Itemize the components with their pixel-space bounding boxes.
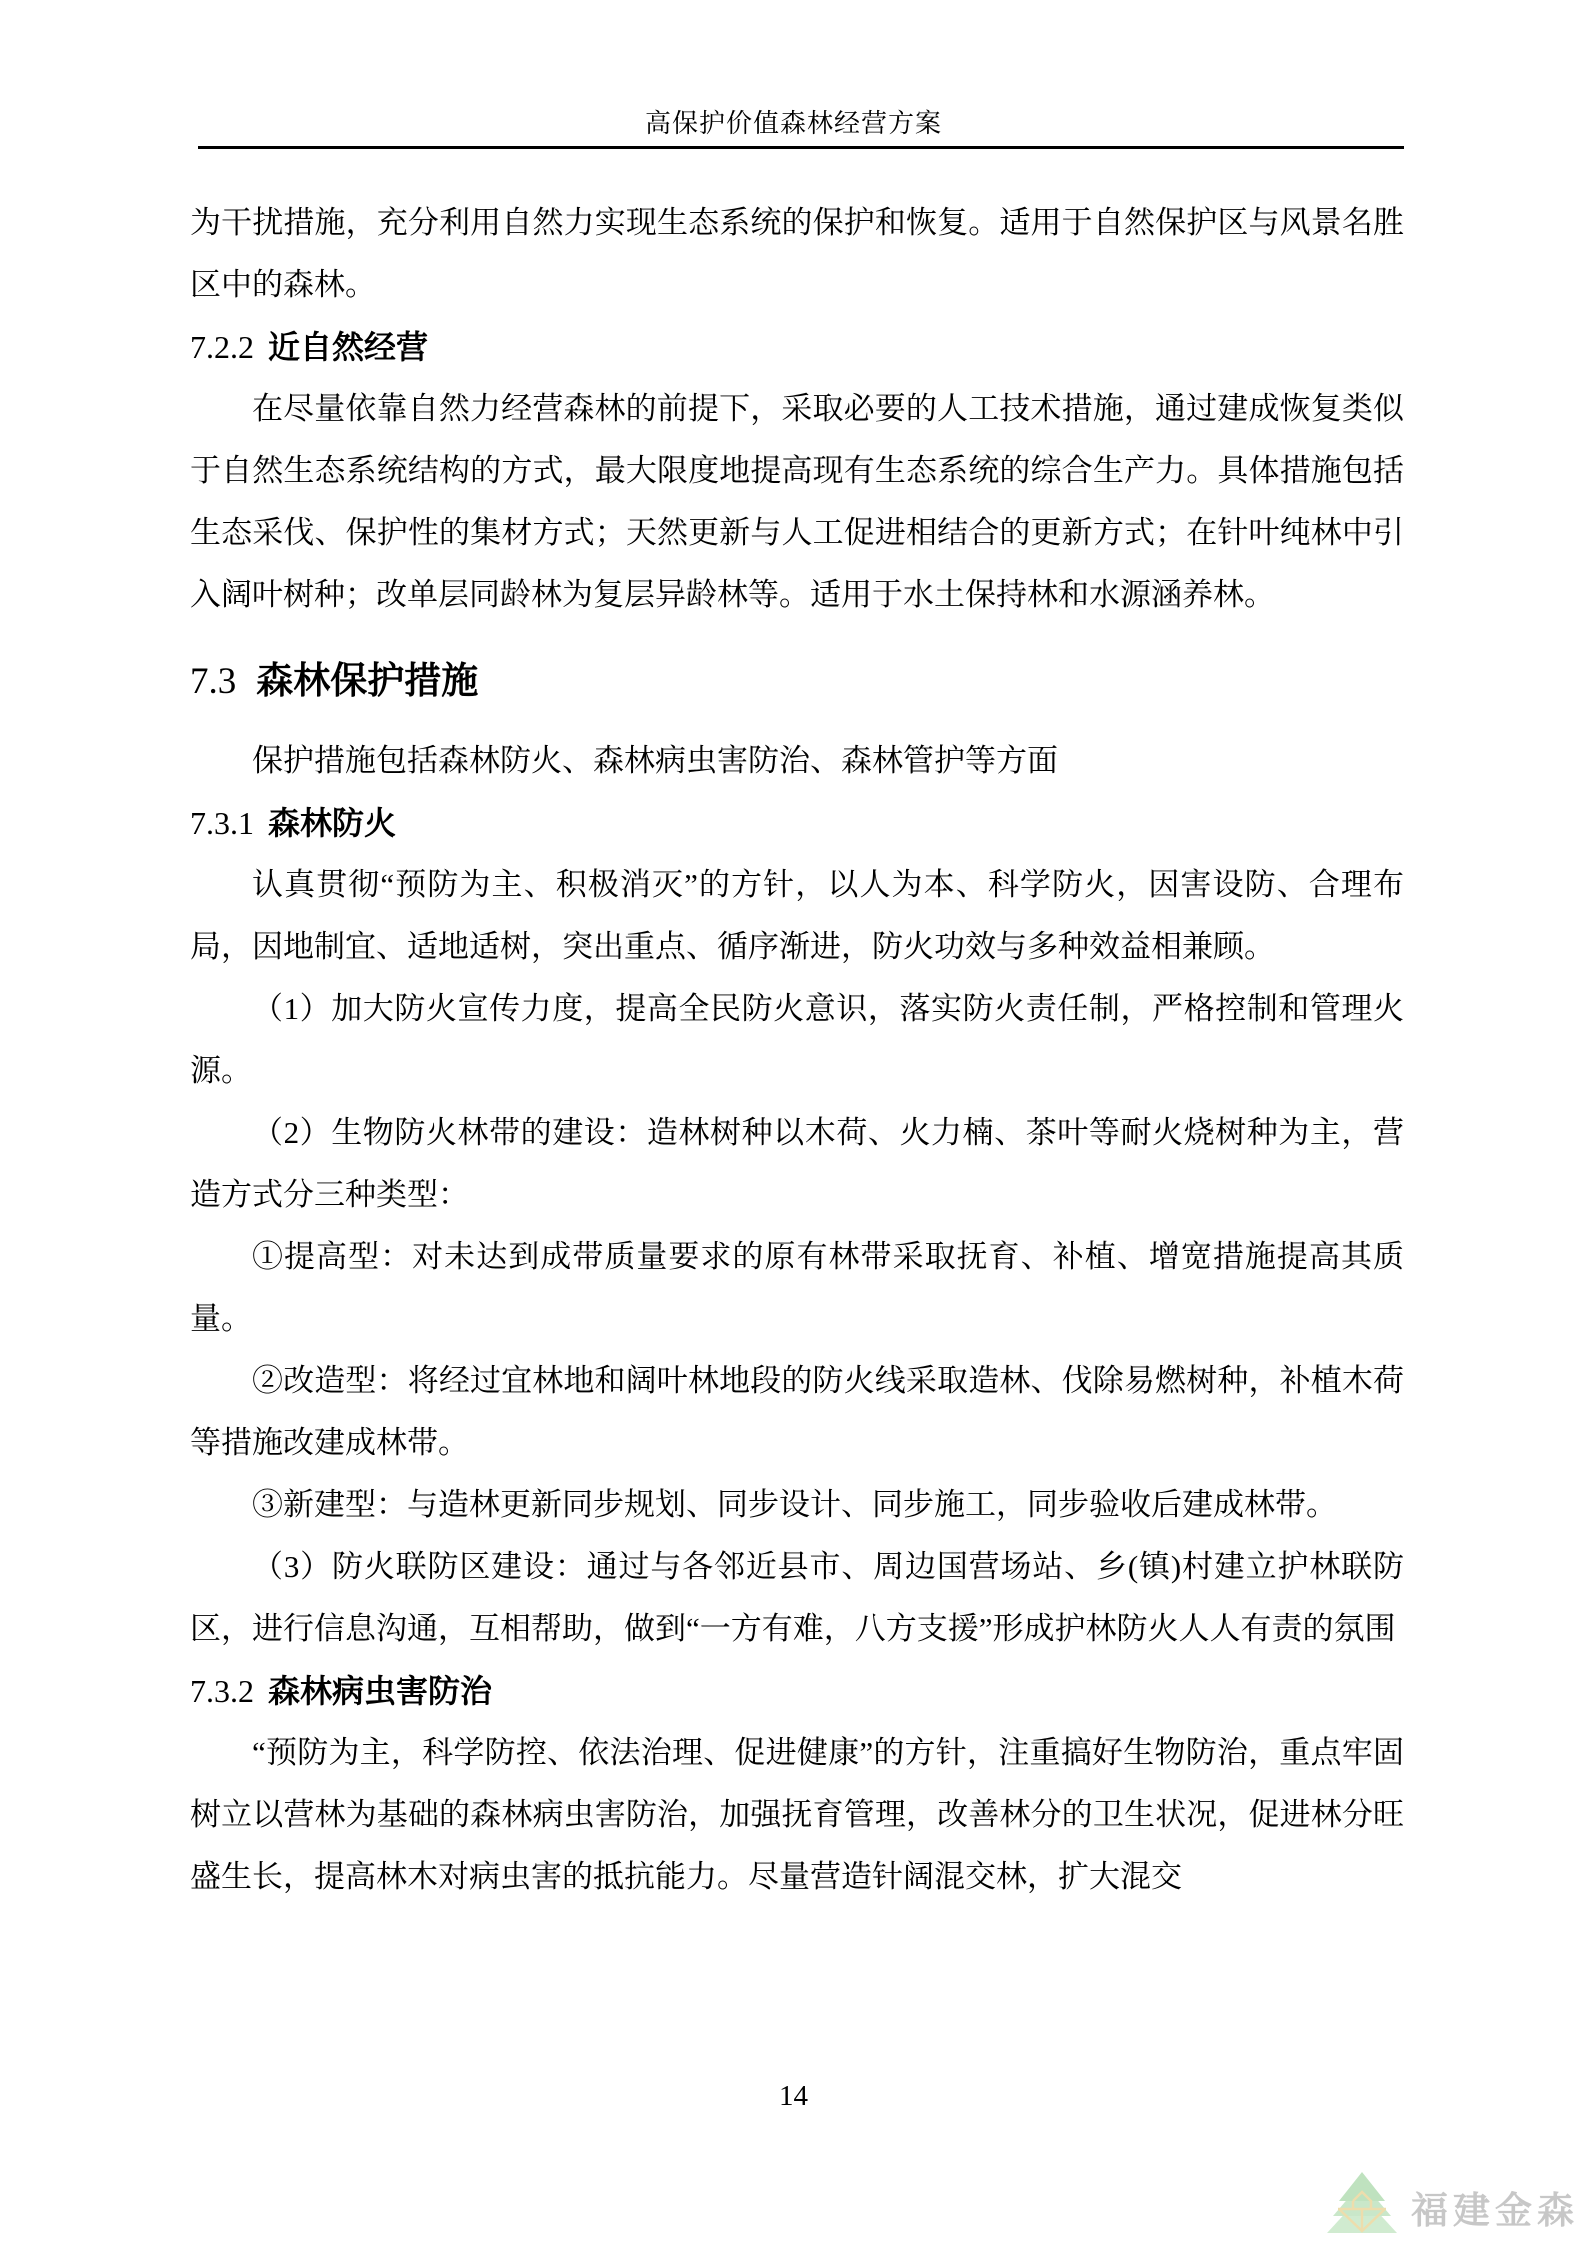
body-paragraph: 保护措施包括森林防火、森林病虫害防治、森林管护等方面 xyxy=(252,743,1058,778)
body-paragraph: ①提高型：对未达到成带质量要求的原有林带采取抚育、补植、增宽措施提高其质量。 xyxy=(190,1239,1404,1336)
page-header-title: 高保护价值森林经营方案 xyxy=(644,109,942,138)
section-heading-7-3-1 xyxy=(190,792,1404,854)
page-number: 14 xyxy=(779,2080,808,2112)
company-logo xyxy=(1323,2171,1579,2235)
section-heading-7-3 xyxy=(190,646,1404,717)
section-title: 森林防火 xyxy=(268,805,397,841)
section-number: 7.3.2 xyxy=(190,1673,254,1709)
pine-tree-icon xyxy=(1323,2171,1401,2235)
body-paragraph: （3）防火联防区建设：通过与各邻近县市、周边国营场站、乡(镇)村建立护林联防区，进行信息沟通，互相帮助，做到“一方有难，八方支援”形成护林防火人人有责的氛围 xyxy=(190,1549,1404,1646)
body-paragraph: ②改造型：将经过宜林地和阔叶林地段的防火线采取造林、伐除易燃树种，补植木荷等措施改建成林带。 xyxy=(190,1363,1404,1460)
body-paragraph: （1）加大防火宣传力度，提高全民防火意识，落实防火责任制，严格控制和管理火源。 xyxy=(190,991,1404,1088)
body-paragraph: 认真贯彻“预防为主、积极消灭”的方针，以人为本、科学防火，因害设防、合理布局，因地制宜、适地适树，突出重点、循序渐进，防火功效与多种效益相兼顾。 xyxy=(190,867,1404,964)
body-paragraph: 在尽量依靠自然力经营森林的前提下，采取必要的人工技术措施，通过建成恢复类似于自然生态系统结构的方式，最大限度地提高现有生态系统的综合生产力。具体措施包括生态采伐、保护性的集材方式；天然更新与人工促进相结合的更新方式；在针叶纯林中引入阔叶树种；改单层同龄林为复层异龄林等。适用于水土保持林和水源涵养林。 xyxy=(190,391,1404,612)
header-rule xyxy=(198,146,1404,149)
section-number: 7.3 xyxy=(190,661,237,702)
body-paragraph: （2）生物防火林带的建设：造林树种以木荷、火力楠、茶叶等耐火烧树种为主，营造方式分三种类型： xyxy=(190,1115,1404,1212)
document-body xyxy=(190,192,1404,1908)
body-paragraph: 为干扰措施，充分利用自然力实现生态系统的保护和恢复。适用于自然保护区与风景名胜区中的森林。 xyxy=(190,205,1404,302)
section-heading-7-2-2 xyxy=(190,316,1404,378)
body-paragraph: “预防为主，科学防控、依法治理、促进健康”的方针，注重搞好生物防治，重点牢固树立以营林为基础的森林病虫害防治，加强抚育管理，改善林分的卫生状况，促进林分旺盛生长，提高林木对病虫害的抵抗能力。尽量营造针阔混交林，扩大混交 xyxy=(190,1735,1404,1894)
section-number: 7.3.1 xyxy=(190,805,254,841)
section-title: 森林病虫害防治 xyxy=(268,1673,493,1709)
section-heading-7-3-2 xyxy=(190,1660,1404,1722)
section-title: 近自然经营 xyxy=(268,329,429,365)
body-paragraph: ③新建型：与造林更新同步规划、同步设计、同步施工，同步验收后建成林带。 xyxy=(252,1487,1337,1522)
company-logo-text: 福建金森 xyxy=(1411,2190,1579,2231)
section-title: 森林保护措施 xyxy=(256,660,479,701)
section-number: 7.2.2 xyxy=(190,329,254,365)
